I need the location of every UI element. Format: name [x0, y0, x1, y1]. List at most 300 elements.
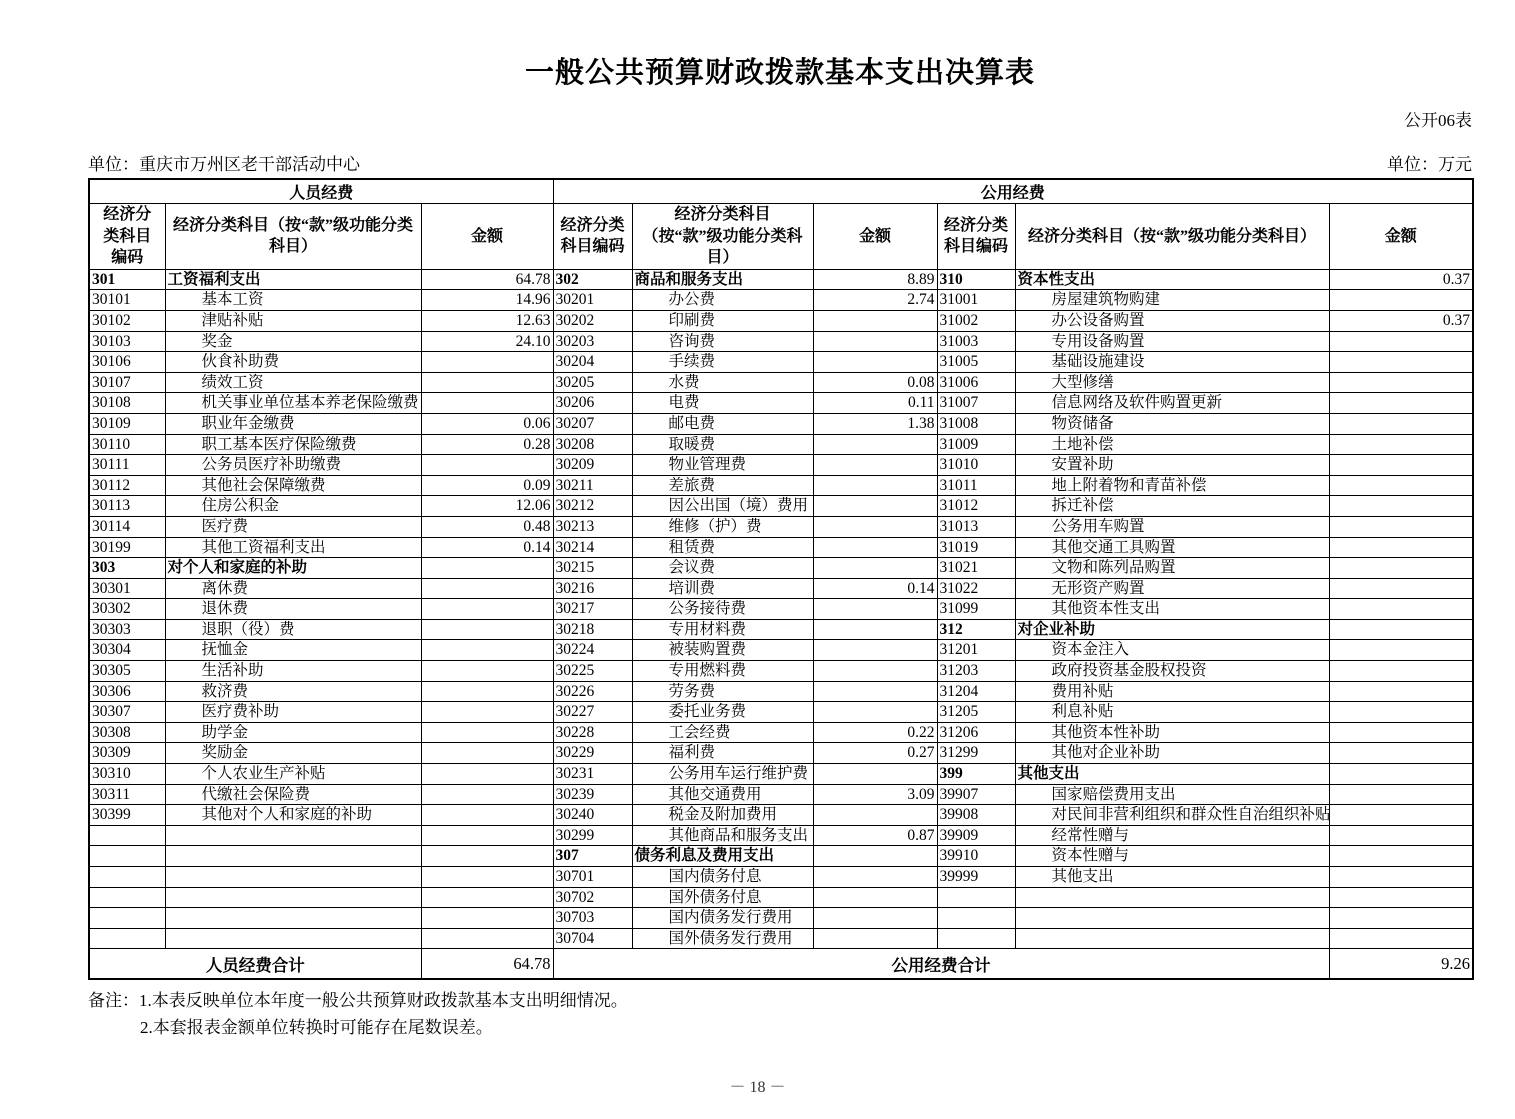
amount-cell — [421, 867, 553, 888]
amount-cell — [421, 702, 553, 723]
code-cell: 30102 — [89, 310, 165, 331]
amount-cell — [813, 805, 937, 826]
amount-cell: 64.78 — [421, 269, 553, 290]
code-cell: 30299 — [553, 825, 632, 846]
subject-cell — [165, 908, 421, 929]
subject-cell: 拆迁补偿 — [1015, 496, 1329, 517]
code-cell: 399 — [937, 764, 1015, 785]
table-row — [89, 722, 1473, 743]
amount-cell: 0.27 — [813, 743, 937, 764]
code-cell: 30229 — [553, 743, 632, 764]
code-cell: 30208 — [553, 434, 632, 455]
table-row — [89, 290, 1473, 311]
code-cell: 30114 — [89, 516, 165, 537]
amount-cell — [1329, 537, 1473, 558]
subject-cell: 专用材料费 — [632, 619, 813, 640]
amount-cell — [421, 908, 553, 929]
table-row — [89, 681, 1473, 702]
code-cell: 30211 — [553, 475, 632, 496]
subject-cell: 其他资本性支出 — [1015, 599, 1329, 620]
code-cell: 30199 — [89, 537, 165, 558]
document-page — [0, 50, 1515, 1119]
column-header-row — [89, 204, 1473, 270]
amount-cell — [1329, 290, 1473, 311]
amount-cell — [1329, 434, 1473, 455]
amount-cell: 0.48 — [421, 516, 553, 537]
table-row — [89, 372, 1473, 393]
subject-cell — [165, 825, 421, 846]
page-title: 一般公共预算财政拨款基本支出决算表 — [524, 57, 1035, 89]
amount-cell — [1329, 867, 1473, 888]
subject-cell: 房屋建筑物购建 — [1015, 290, 1329, 311]
code-cell: 31022 — [937, 578, 1015, 599]
subject-cell: 经常性赠与 — [1015, 825, 1329, 846]
subject-cell: 退休费 — [165, 599, 421, 620]
subject-cell — [1015, 887, 1329, 908]
subject-cell: 对民间非营利组织和群众性自治组织补贴 — [1015, 805, 1329, 826]
code-cell — [937, 928, 1015, 949]
table-row — [89, 764, 1473, 785]
code-cell: 30212 — [553, 496, 632, 517]
amount-cell — [813, 496, 937, 517]
subject-cell: 地上附着物和青苗补偿 — [1015, 475, 1329, 496]
subject-cell: 专用设备购置 — [1015, 331, 1329, 352]
amount-cell: 0.37 — [1329, 310, 1473, 331]
table-row — [89, 269, 1473, 290]
code-cell: 30702 — [553, 887, 632, 908]
amount-cell — [813, 537, 937, 558]
subject-cell: 因公出国（境）费用 — [632, 496, 813, 517]
subject-cell: 公务用车运行维护费 — [632, 764, 813, 785]
code-cell: 30224 — [553, 640, 632, 661]
subject-cell: 基本工资 — [165, 290, 421, 311]
code-cell: 30227 — [553, 702, 632, 723]
code-cell: 312 — [937, 619, 1015, 640]
subject-cell: 福利费 — [632, 743, 813, 764]
subject-cell: 印刷费 — [632, 310, 813, 331]
amount-cell: 0.37 — [1329, 269, 1473, 290]
code-cell — [937, 908, 1015, 929]
subject-cell: 退职（役）费 — [165, 619, 421, 640]
table-row — [89, 887, 1473, 908]
code-cell — [89, 887, 165, 908]
public-total-amount: 9.26 — [1329, 949, 1473, 979]
code-cell: 30311 — [89, 784, 165, 805]
subject-cell — [1015, 928, 1329, 949]
amount-cell: 0.14 — [421, 537, 553, 558]
subject-cell: 其他对企业补助 — [1015, 743, 1329, 764]
code-cell — [89, 867, 165, 888]
subject-cell: 委托业务费 — [632, 702, 813, 723]
amount-cell — [1329, 661, 1473, 682]
code-header: 经济分类科目编码 — [937, 204, 1015, 270]
code-cell: 30399 — [89, 805, 165, 826]
table-row — [89, 558, 1473, 579]
amount-cell — [421, 928, 553, 949]
amount-cell — [813, 331, 937, 352]
subject-cell: 文物和陈列品购置 — [1015, 558, 1329, 579]
amount-cell — [813, 661, 937, 682]
table-row — [89, 331, 1473, 352]
code-cell: 30301 — [89, 578, 165, 599]
code-cell: 30209 — [553, 455, 632, 476]
subject-header: 经济分类科目（按“款”级功能分类科目） — [165, 204, 421, 270]
table-row — [89, 867, 1473, 888]
subject-cell: 个人农业生产补贴 — [165, 764, 421, 785]
code-cell: 303 — [89, 558, 165, 579]
subject-cell: 国外债务付息 — [632, 887, 813, 908]
subject-cell — [165, 887, 421, 908]
table-row — [89, 599, 1473, 620]
table-row — [89, 310, 1473, 331]
code-cell: 31008 — [937, 413, 1015, 434]
amount-cell — [421, 825, 553, 846]
subject-cell: 其他对个人和家庭的补助 — [165, 805, 421, 826]
subject-cell: 被装购置费 — [632, 640, 813, 661]
code-cell: 31021 — [937, 558, 1015, 579]
amount-cell — [813, 640, 937, 661]
subject-cell: 其他支出 — [1015, 764, 1329, 785]
currency-unit-label: 单位：万元 — [1387, 155, 1472, 174]
code-header: 经济分类科目编码 — [553, 204, 632, 270]
code-cell: 30239 — [553, 784, 632, 805]
group-header-row — [89, 179, 1473, 204]
subject-cell: 电费 — [632, 393, 813, 414]
subject-cell: 其他商品和服务支出 — [632, 825, 813, 846]
subject-cell: 咨询费 — [632, 331, 813, 352]
subject-cell: 专用燃料费 — [632, 661, 813, 682]
code-cell: 310 — [937, 269, 1015, 290]
amount-cell — [1329, 619, 1473, 640]
code-cell: 30701 — [553, 867, 632, 888]
subject-cell: 津贴补贴 — [165, 310, 421, 331]
subject-cell: 奖金 — [165, 331, 421, 352]
subject-cell: 大型修缮 — [1015, 372, 1329, 393]
totals-row — [89, 949, 1473, 979]
code-cell: 30240 — [553, 805, 632, 826]
public-total-label: 公用经费合计 — [553, 949, 1329, 979]
amount-cell — [421, 887, 553, 908]
code-cell: 30228 — [553, 722, 632, 743]
table-row — [89, 825, 1473, 846]
amount-header: 金额 — [421, 204, 553, 270]
subject-cell: 利息补贴 — [1015, 702, 1329, 723]
subject-cell: 伙食补助费 — [165, 352, 421, 373]
subject-cell: 资本金注入 — [1015, 640, 1329, 661]
code-cell: 31010 — [937, 455, 1015, 476]
code-cell: 31006 — [937, 372, 1015, 393]
subject-cell: 无形资产购置 — [1015, 578, 1329, 599]
table-row — [89, 393, 1473, 414]
code-cell: 31012 — [937, 496, 1015, 517]
code-cell: 30113 — [89, 496, 165, 517]
amount-cell — [1329, 496, 1473, 517]
code-cell: 30304 — [89, 640, 165, 661]
note-line-2: 2.本套报表金额单位转换时可能存在尾数误差。 — [140, 1018, 493, 1038]
note-line-1: 备注：1.本表反映单位本年度一般公共预算财政拨款基本支出明细情况。 — [88, 990, 628, 1010]
code-cell: 31201 — [937, 640, 1015, 661]
amount-cell — [1329, 413, 1473, 434]
amount-cell — [813, 887, 937, 908]
code-cell: 39909 — [937, 825, 1015, 846]
subject-cell: 其他支出 — [1015, 867, 1329, 888]
code-cell: 31011 — [937, 475, 1015, 496]
amount-cell — [421, 743, 553, 764]
subject-cell — [165, 867, 421, 888]
subject-cell: 土地补偿 — [1015, 434, 1329, 455]
content-area — [88, 50, 1472, 1042]
subject-cell: 基础设施建设 — [1015, 352, 1329, 373]
expenditure-table — [88, 178, 1474, 980]
code-cell: 30204 — [553, 352, 632, 373]
code-cell — [89, 908, 165, 929]
amount-cell — [813, 516, 937, 537]
table-body — [89, 269, 1473, 949]
table-row — [89, 516, 1473, 537]
table-row — [89, 475, 1473, 496]
code-cell: 31205 — [937, 702, 1015, 723]
subject-cell: 资本性支出 — [1015, 269, 1329, 290]
code-cell: 30704 — [553, 928, 632, 949]
code-cell: 30218 — [553, 619, 632, 640]
amount-cell: 0.08 — [813, 372, 937, 393]
subject-cell: 物业管理费 — [632, 455, 813, 476]
code-cell: 30215 — [553, 558, 632, 579]
table-row — [89, 537, 1473, 558]
amount-cell — [1329, 558, 1473, 579]
subject-cell: 国内债务付息 — [632, 867, 813, 888]
code-cell: 31003 — [937, 331, 1015, 352]
subject-cell: 国家赔偿费用支出 — [1015, 784, 1329, 805]
subject-cell: 商品和服务支出 — [632, 269, 813, 290]
code-cell: 30225 — [553, 661, 632, 682]
amount-cell: 0.11 — [813, 393, 937, 414]
code-cell: 30108 — [89, 393, 165, 414]
subject-cell: 差旅费 — [632, 475, 813, 496]
amount-cell — [1329, 805, 1473, 826]
amount-cell — [813, 434, 937, 455]
amount-cell — [813, 846, 937, 867]
amount-cell — [813, 928, 937, 949]
subject-cell: 离休费 — [165, 578, 421, 599]
table-row — [89, 434, 1473, 455]
amount-cell — [421, 640, 553, 661]
subject-cell: 医疗费 — [165, 516, 421, 537]
amount-cell — [421, 455, 553, 476]
personnel-total-label: 人员经费合计 — [89, 949, 421, 979]
code-cell: 30308 — [89, 722, 165, 743]
amount-cell — [813, 764, 937, 785]
amount-header: 金额 — [813, 204, 937, 270]
code-cell: 31019 — [937, 537, 1015, 558]
code-cell — [89, 928, 165, 949]
amount-cell — [1329, 908, 1473, 929]
code-cell: 31206 — [937, 722, 1015, 743]
org-unit-label: 单位：重庆市万州区老干部活动中心 — [88, 155, 360, 174]
code-cell: 30226 — [553, 681, 632, 702]
amount-cell — [813, 475, 937, 496]
amount-cell — [813, 352, 937, 373]
amount-cell — [813, 599, 937, 620]
amount-cell — [1329, 393, 1473, 414]
table-row — [89, 846, 1473, 867]
subject-cell: 职业年金缴费 — [165, 413, 421, 434]
subject-cell: 国外债务发行费用 — [632, 928, 813, 949]
amount-cell — [1329, 681, 1473, 702]
amount-cell — [1329, 372, 1473, 393]
subject-cell: 代缴社会保险费 — [165, 784, 421, 805]
subject-cell: 医疗费补助 — [165, 702, 421, 723]
amount-cell — [813, 455, 937, 476]
amount-cell — [421, 805, 553, 826]
code-cell: 30101 — [89, 290, 165, 311]
subject-cell: 公务员医疗补助缴费 — [165, 455, 421, 476]
code-cell: 39999 — [937, 867, 1015, 888]
table-row — [89, 805, 1473, 826]
code-cell: 31002 — [937, 310, 1015, 331]
code-cell: 30205 — [553, 372, 632, 393]
code-cell: 30309 — [89, 743, 165, 764]
code-cell: 302 — [553, 269, 632, 290]
subject-cell: 办公费 — [632, 290, 813, 311]
code-cell: 30203 — [553, 331, 632, 352]
amount-cell — [1329, 846, 1473, 867]
subject-cell: 生活补助 — [165, 661, 421, 682]
code-cell: 39907 — [937, 784, 1015, 805]
code-cell: 31009 — [937, 434, 1015, 455]
amount-cell — [1329, 475, 1473, 496]
amount-cell: 0.87 — [813, 825, 937, 846]
form-number: 公开06表 — [1404, 111, 1472, 130]
amount-cell — [813, 867, 937, 888]
amount-cell: 24.10 — [421, 331, 553, 352]
amount-cell — [421, 784, 553, 805]
subject-cell: 债务利息及费用支出 — [632, 846, 813, 867]
code-cell: 30303 — [89, 619, 165, 640]
subject-cell: 会议费 — [632, 558, 813, 579]
amount-cell — [1329, 722, 1473, 743]
code-cell: 30214 — [553, 537, 632, 558]
amount-cell — [421, 764, 553, 785]
code-cell: 39910 — [937, 846, 1015, 867]
code-cell: 30103 — [89, 331, 165, 352]
subject-header: 经济分类科目（按“款”级功能分类科目） — [632, 204, 813, 270]
code-cell — [89, 825, 165, 846]
amount-cell: 14.96 — [421, 290, 553, 311]
amount-cell: 0.09 — [421, 475, 553, 496]
code-cell: 30231 — [553, 764, 632, 785]
code-cell: 31013 — [937, 516, 1015, 537]
amount-cell — [421, 661, 553, 682]
table-row — [89, 413, 1473, 434]
subject-cell — [165, 846, 421, 867]
amount-cell — [421, 393, 553, 414]
notes-block — [88, 987, 1472, 1042]
subject-cell: 奖励金 — [165, 743, 421, 764]
amount-cell — [421, 619, 553, 640]
code-cell: 39908 — [937, 805, 1015, 826]
subject-cell: 对个人和家庭的补助 — [165, 558, 421, 579]
subject-cell: 资本性赠与 — [1015, 846, 1329, 867]
code-cell: 30217 — [553, 599, 632, 620]
amount-cell — [1329, 352, 1473, 373]
subject-cell: 其他交通费用 — [632, 784, 813, 805]
amount-cell: 0.22 — [813, 722, 937, 743]
subject-cell: 其他工资福利支出 — [165, 537, 421, 558]
amount-cell — [1329, 784, 1473, 805]
subject-cell: 住房公积金 — [165, 496, 421, 517]
subject-cell: 机关事业单位基本养老保险缴费 — [165, 393, 421, 414]
subject-cell: 救济费 — [165, 681, 421, 702]
amount-cell: 2.74 — [813, 290, 937, 311]
amount-cell — [1329, 599, 1473, 620]
code-cell: 30216 — [553, 578, 632, 599]
amount-cell: 12.06 — [421, 496, 553, 517]
amount-cell — [421, 578, 553, 599]
subject-cell: 其他资本性补助 — [1015, 722, 1329, 743]
amount-cell — [1329, 928, 1473, 949]
code-cell: 30305 — [89, 661, 165, 682]
subject-cell: 公务接待费 — [632, 599, 813, 620]
subject-cell: 抚恤金 — [165, 640, 421, 661]
table-row — [89, 908, 1473, 929]
code-cell: 31099 — [937, 599, 1015, 620]
code-cell: 30202 — [553, 310, 632, 331]
subject-cell: 办公设备购置 — [1015, 310, 1329, 331]
subject-cell: 职工基本医疗保险缴费 — [165, 434, 421, 455]
amount-cell — [1329, 743, 1473, 764]
table-row — [89, 496, 1473, 517]
amount-header: 金额 — [1329, 204, 1473, 270]
amount-cell — [421, 681, 553, 702]
amount-cell — [813, 619, 937, 640]
table-row — [89, 743, 1473, 764]
amount-cell — [421, 372, 553, 393]
table-row — [89, 928, 1473, 949]
subject-cell: 其他社会保障缴费 — [165, 475, 421, 496]
amount-cell — [1329, 764, 1473, 785]
code-cell: 30106 — [89, 352, 165, 373]
amount-cell: 1.38 — [813, 413, 937, 434]
amount-cell — [421, 599, 553, 620]
amount-cell: 8.89 — [813, 269, 937, 290]
subject-cell: 税金及附加费用 — [632, 805, 813, 826]
code-cell: 30111 — [89, 455, 165, 476]
code-cell: 30306 — [89, 681, 165, 702]
code-cell — [937, 887, 1015, 908]
code-cell: 30310 — [89, 764, 165, 785]
subject-cell: 租赁费 — [632, 537, 813, 558]
personnel-total-amount: 64.78 — [421, 949, 553, 979]
subject-cell: 对企业补助 — [1015, 619, 1329, 640]
code-cell — [89, 846, 165, 867]
subject-cell: 安置补助 — [1015, 455, 1329, 476]
code-header: 经济分类科目编码 — [89, 204, 165, 270]
subject-cell: 政府投资基金股权投资 — [1015, 661, 1329, 682]
code-cell: 31007 — [937, 393, 1015, 414]
subject-cell: 物资储备 — [1015, 413, 1329, 434]
code-cell: 30110 — [89, 434, 165, 455]
amount-cell — [1329, 455, 1473, 476]
code-cell: 30206 — [553, 393, 632, 414]
code-cell: 30703 — [553, 908, 632, 929]
amount-cell: 3.09 — [813, 784, 937, 805]
subject-cell: 绩效工资 — [165, 372, 421, 393]
amount-cell: 0.14 — [813, 578, 937, 599]
amount-cell — [813, 908, 937, 929]
subject-cell: 取暖费 — [632, 434, 813, 455]
code-cell: 31204 — [937, 681, 1015, 702]
